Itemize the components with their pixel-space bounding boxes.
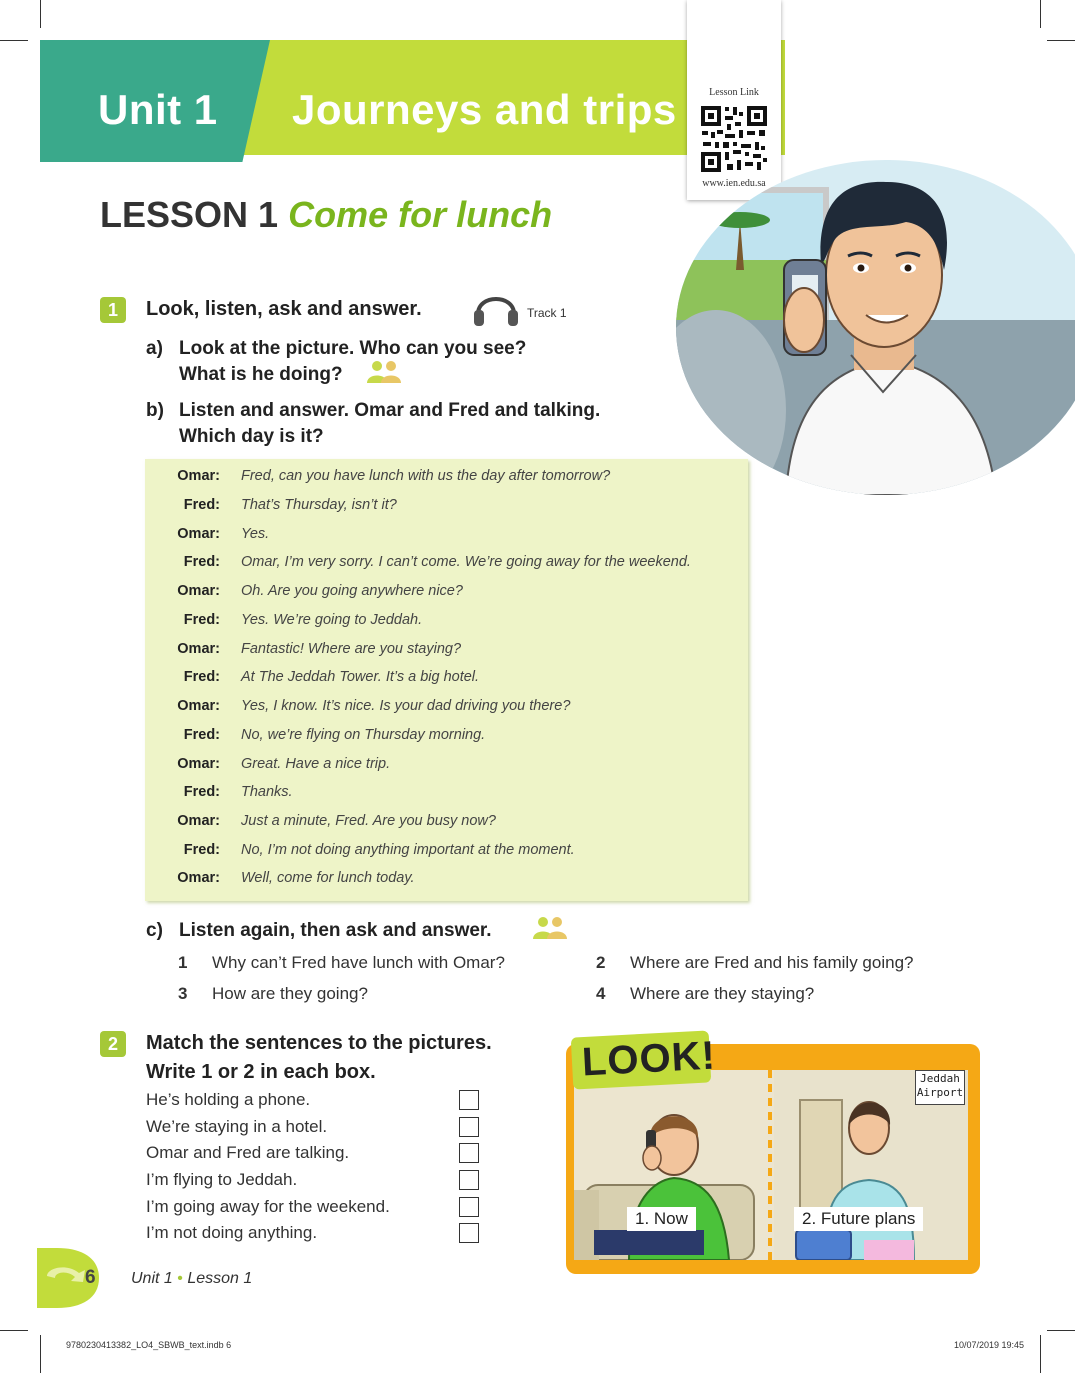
footer-unit: Unit 1	[131, 1270, 173, 1287]
dialogue-line: Great. Have a nice trip.	[241, 756, 391, 772]
question-b-line2: Which day is it?	[179, 426, 324, 447]
crop-mark	[40, 0, 41, 28]
match-sentence: He’s holding a phone.	[146, 1090, 311, 1109]
exercise-2-heading-line1: Match the sentences to the pictures.	[146, 1032, 492, 1054]
question-c-label: c)	[146, 920, 163, 941]
lesson-title	[100, 194, 552, 236]
dialogue-line: That’s Thursday, isn’t it?	[241, 497, 397, 513]
question-a-label: a)	[146, 338, 163, 359]
dialogue-line: No, we’re flying on Thursday morning.	[241, 727, 486, 743]
dialogue-speaker: Fred:	[183, 727, 220, 743]
question-text: Where are Fred and his family going?	[630, 953, 914, 972]
crop-mark	[1047, 1330, 1075, 1331]
dialogue-speaker: Omar:	[177, 526, 220, 542]
match-sentence: Omar and Fred are talking.	[146, 1143, 350, 1162]
unit-title: Journeys and trips	[292, 86, 677, 133]
dialogue-speaker: Omar:	[177, 813, 220, 829]
dialogue-speaker: Fred:	[183, 842, 220, 858]
dialogue-line: Well, come for lunch today.	[241, 870, 415, 886]
answer-box[interactable]	[459, 1197, 479, 1217]
dialogue-line: Fantastic! Where are you staying?	[241, 641, 462, 657]
question-number: 3	[178, 984, 188, 1003]
dialogue-line: Yes, I know. It’s nice. Is your dad driving you there?	[241, 698, 571, 714]
exercise-2-badge: 2	[100, 1031, 126, 1057]
crop-mark	[1040, 1335, 1041, 1373]
dialogue-speaker: Omar:	[177, 641, 220, 657]
question-a-line1: Look at the picture. Who can you see?	[179, 338, 527, 359]
question-item	[178, 984, 368, 1004]
dialogue-speaker: Fred:	[183, 669, 220, 685]
airport-sign	[915, 1070, 965, 1105]
dialogue-speaker: Fred:	[183, 612, 220, 628]
dialogue-line: No, I’m not doing anything important at the moment.	[241, 842, 575, 858]
question-number: 4	[596, 984, 606, 1003]
lesson-link-url: www.ien.edu.sa	[702, 178, 766, 189]
lesson-number: LESSON 1	[100, 194, 279, 235]
footer-lesson: Lesson 1	[187, 1270, 253, 1287]
dialogue-speaker: Omar:	[177, 756, 220, 772]
crop-mark	[1047, 40, 1075, 41]
lesson-subtitle: Come for lunch	[288, 194, 553, 235]
dialogue-speaker: Omar:	[177, 583, 220, 599]
dialogue-line: Thanks.	[241, 784, 293, 800]
crop-mark	[1040, 0, 1041, 28]
answer-box[interactable]	[459, 1143, 479, 1163]
print-slug-file: 9780230413382_LO4_SBWB_text.indb 6	[66, 1340, 232, 1350]
dialogue-speaker: Omar:	[177, 468, 220, 484]
crop-mark	[0, 40, 28, 41]
airport-sign-line2: Airport	[916, 1086, 964, 1099]
match-sentence: We’re staying in a hotel.	[146, 1117, 328, 1136]
look-label: LOOK!	[580, 1033, 717, 1085]
exercise-2-heading-line2: Write 1 or 2 in each box.	[146, 1061, 376, 1083]
question-b-label: b)	[146, 400, 164, 421]
track-label: Track 1	[527, 306, 567, 320]
lesson-link-label: Lesson Link	[709, 87, 759, 98]
match-sentence: I’m not doing anything.	[146, 1223, 318, 1242]
exercise-1-badge: 1	[100, 297, 126, 323]
dialogue-line: Just a minute, Fred. Are you busy now?	[241, 813, 496, 829]
question-a-line2: What is he doing?	[179, 364, 343, 385]
dialogue-speaker: Fred:	[183, 497, 220, 513]
omar-phone-illustration	[676, 160, 1075, 495]
pair-work-icon	[532, 915, 568, 939]
page-number: 6	[85, 1267, 96, 1288]
dialogue-speaker: Fred:	[183, 784, 220, 800]
dialogue-line: Oh. Are you going anywhere nice?	[241, 583, 463, 599]
question-item	[178, 953, 505, 973]
answer-box[interactable]	[459, 1117, 479, 1137]
question-c-text: Listen again, then ask and answer.	[179, 920, 492, 941]
dialogue-speaker: Fred:	[183, 554, 220, 570]
question-text: How are they going?	[212, 984, 368, 1003]
dialogue-line: At The Jeddah Tower. It’s a big hotel.	[241, 669, 480, 685]
answer-box[interactable]	[459, 1090, 479, 1110]
dialogue-box	[145, 459, 748, 901]
footer-caption	[131, 1270, 252, 1288]
match-sentence: I’m flying to Jeddah.	[146, 1170, 298, 1189]
dialogue-speaker: Omar:	[177, 870, 220, 886]
question-b-line1: Listen and answer. Omar and Fred and talking.	[179, 400, 601, 421]
qr-code-icon	[699, 104, 769, 174]
headphones-icon[interactable]	[472, 286, 520, 328]
print-slug-date: 10/07/2019 19:45	[954, 1340, 1025, 1350]
match-sentence: I’m going away for the weekend.	[146, 1197, 390, 1216]
page-number-tab	[37, 1248, 107, 1308]
exercise-1-heading: Look, listen, ask and answer.	[146, 298, 422, 320]
question-text: Why can’t Fred have lunch with Omar?	[212, 953, 505, 972]
caption-future-plans: 2. Future plans	[794, 1207, 923, 1231]
footer-bullet: •	[177, 1270, 183, 1287]
caption-now: 1. Now	[627, 1207, 696, 1231]
answer-box[interactable]	[459, 1170, 479, 1190]
lesson-link-card[interactable]	[687, 0, 781, 200]
crop-mark	[0, 1330, 28, 1331]
airport-sign-line1: Jeddah	[920, 1072, 960, 1085]
dialogue-line: Omar, I’m very sorry. I can’t come. We’re going away for the weekend.	[241, 554, 691, 570]
look-illustration	[574, 1070, 968, 1260]
dialogue-line: Fred, can you have lunch with us the day after tomorrow?	[241, 468, 611, 484]
question-text: Where are they staying?	[630, 984, 815, 1003]
question-number: 1	[178, 953, 188, 972]
crop-mark	[40, 1335, 41, 1373]
unit-label: Unit 1	[98, 86, 218, 133]
dialogue-line: Yes. We’re going to Jeddah.	[241, 612, 423, 628]
question-number: 2	[596, 953, 606, 972]
answer-box[interactable]	[459, 1223, 479, 1243]
dialogue-speaker: Omar:	[177, 698, 220, 714]
pair-work-icon	[366, 359, 402, 383]
dialogue-line: Yes.	[241, 526, 270, 542]
question-item	[596, 953, 913, 973]
question-item	[596, 984, 814, 1004]
